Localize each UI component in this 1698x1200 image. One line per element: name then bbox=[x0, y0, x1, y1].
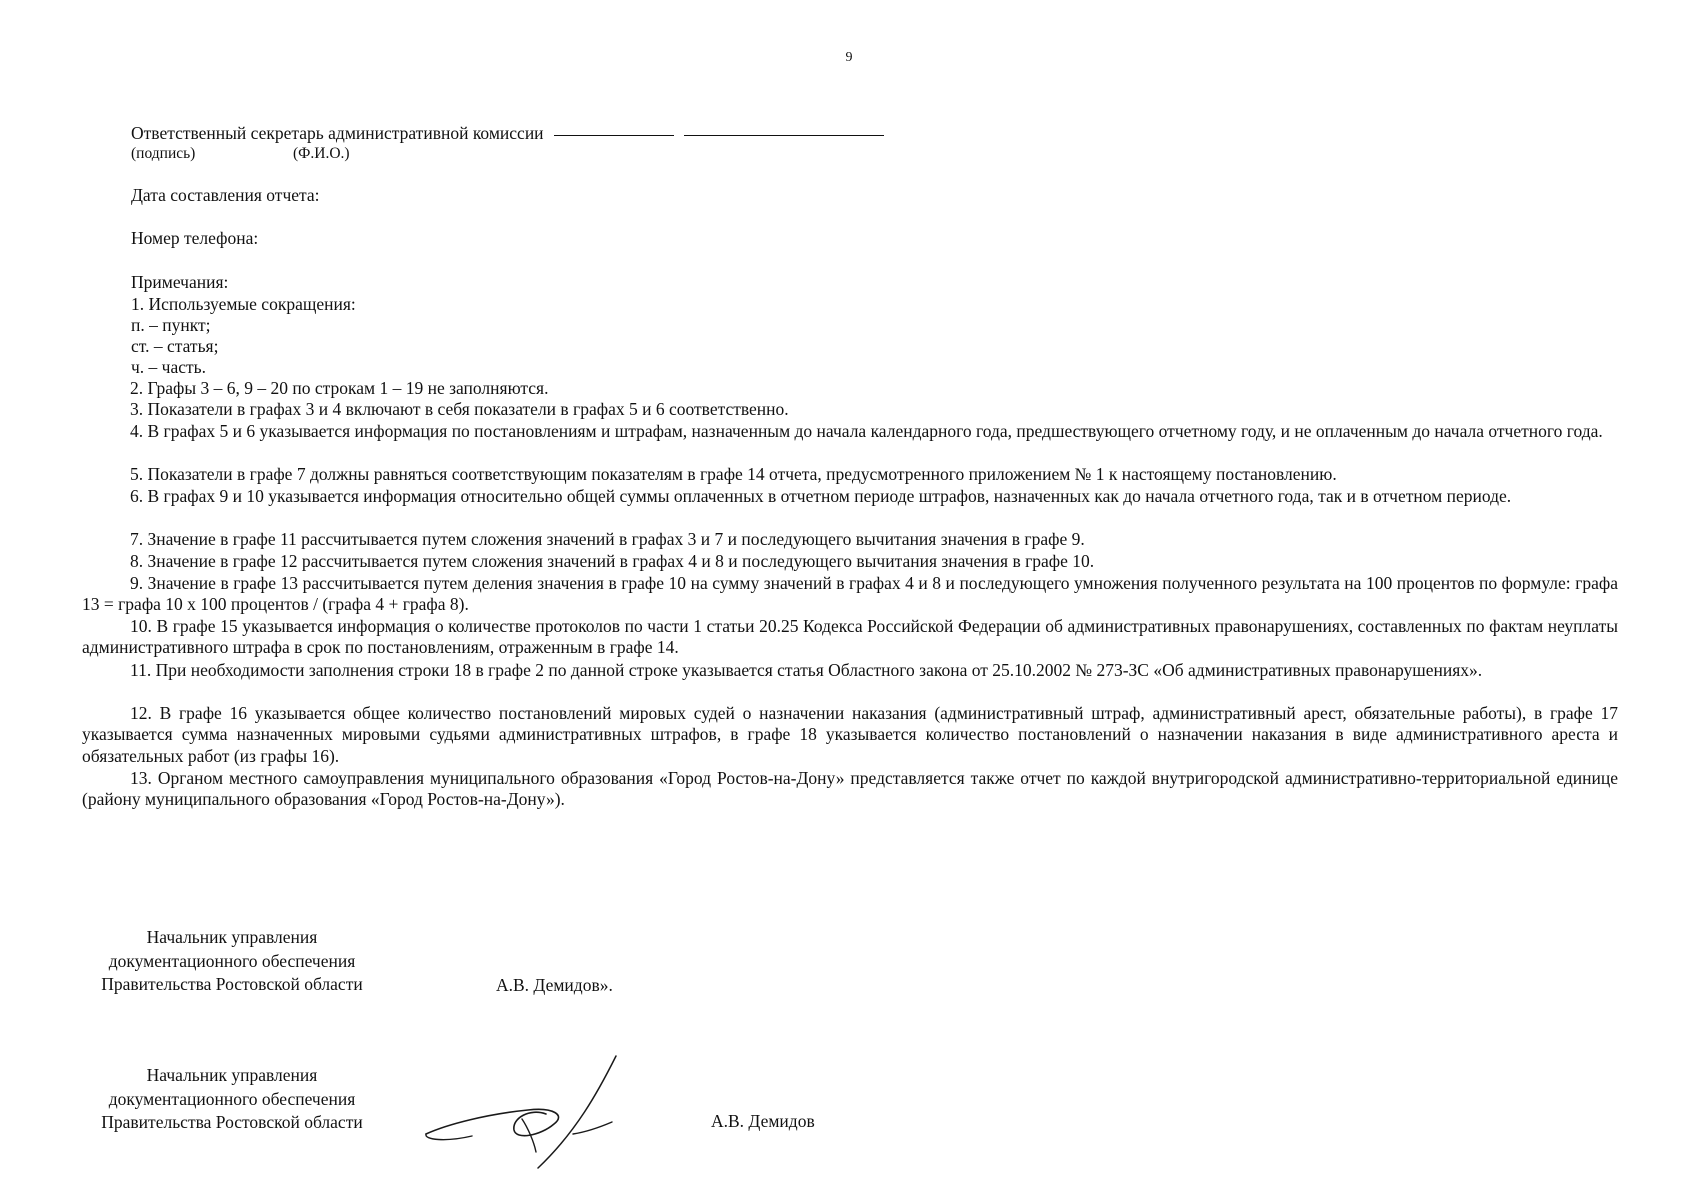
name-blank-line bbox=[684, 135, 884, 136]
name-caption: (Ф.И.О.) bbox=[293, 145, 350, 162]
note-item: 9. Значение в графе 13 рассчитывается путем деления значения в графе 10 на сумму значений в графах 4 и 8 и последующего умножения полученного результата на 100 процентов по формуле: графа 13 = графа 10 x 100 процентов / (графа 4 + графа 8). bbox=[82, 573, 1618, 615]
signatory-title-line: документационного обеспечения bbox=[108, 950, 356, 971]
signatory-title-2 bbox=[82, 1064, 382, 1135]
note-item: 6. В графах 9 и 10 указывается информация относительно общей суммы оплаченных в отчетном периоде штрафов, назначенных как до начала отчетного года, так и в отчетном периоде. bbox=[130, 486, 1512, 506]
handwritten-signature bbox=[418, 1052, 633, 1170]
signature-caption: (подпись) bbox=[131, 145, 196, 162]
signatory-title-line: Правительства Ростовской области bbox=[101, 974, 363, 994]
note-item: 13. Органом местного самоуправления муниципального образования «Город Ростов-на-Дону» представляется также отчет по каждой внутригородской административно-территориальной единице (району муниципального образования «Город Ростов-на-Дону»). bbox=[82, 768, 1618, 810]
note-item: 8. Значение в графе 12 рассчитывается путем сложения значений в графах 4 и 8 и последующего вычитания значения в графе 10. bbox=[130, 551, 1095, 571]
phone-label: Номер телефона: bbox=[131, 228, 259, 248]
note-item: 7. Значение в графе 11 рассчитывается путем сложения значений в графах 3 и 7 и последующего вычитания значения в графе 9. bbox=[130, 529, 1085, 549]
abbrev-item: п. – пункт; bbox=[131, 315, 211, 335]
note-item: 12. В графе 16 указывается общее количество постановлений мировых судей о назначении наказания (административный штраф, административный арест, обязательные работы), в графе 17 указывается сумма назначенных мировыми судьями административных штрафов, в графе 18 указывается количество постановлений о назначении наказания в виде административного ареста и обязательных работ (из графы 16). bbox=[82, 703, 1618, 766]
note-item: 5. Показатели в графе 7 должны равняться соответствующим показателям в графе 14 отчета, предусмотренного приложением № 1 к настоящему постановлению. bbox=[130, 464, 1337, 484]
note-abbrev-heading: 1. Используемые сокращения: bbox=[131, 294, 356, 314]
signatory-name-2: А.В. Демидов bbox=[711, 1111, 815, 1131]
abbrev-item: ст. – статья; bbox=[131, 336, 219, 356]
signature-blank-line bbox=[554, 135, 674, 136]
note-item: 4. В графах 5 и 6 указывается информация по постановлениям и штрафам, назначенным до начала календарного года, предшествующего отчетному году, и не оплаченным до начала отчетного года. bbox=[130, 421, 1603, 441]
note-item: 11. При необходимости заполнения строки 18 в графе 2 по данной строке указывается статья Областного закона от 25.10.2002 № 273-ЗС «Об административных правонарушениях». bbox=[130, 660, 1483, 680]
signatory-title-line: Начальник управления bbox=[146, 927, 318, 947]
page-number: 9 bbox=[845, 50, 853, 65]
secretary-label: Ответственный секретарь административной комиссии bbox=[131, 123, 544, 143]
secretary-line bbox=[131, 123, 884, 144]
note-item: 10. В графе 15 указывается информация о количестве протоколов по части 1 статьи 20.25 Кодекса Российской Федерации об административных правонарушениях, составленных по фактам неуплаты административного штрафа в срок по постановлениям, отраженным в графе 14. bbox=[82, 616, 1618, 658]
notes-heading: Примечания: bbox=[131, 272, 229, 292]
signatory-title-line: Правительства Ростовской области bbox=[101, 1112, 363, 1132]
note-item: 3. Показатели в графах 3 и 4 включают в себя показатели в графах 5 и 6 соответственно. bbox=[130, 399, 789, 419]
signatory-title-line: Начальник управления bbox=[146, 1065, 318, 1085]
report-date-label: Дата составления отчета: bbox=[131, 185, 320, 205]
abbrev-item: ч. – часть. bbox=[131, 357, 207, 377]
signatory-title-1 bbox=[82, 926, 382, 997]
signatory-title-line: документационного обеспечения bbox=[108, 1088, 356, 1109]
note-item: 2. Графы 3 – 6, 9 – 20 по строкам 1 – 19 не заполняются. bbox=[130, 378, 549, 398]
signatory-name-1: А.В. Демидов». bbox=[496, 975, 613, 995]
